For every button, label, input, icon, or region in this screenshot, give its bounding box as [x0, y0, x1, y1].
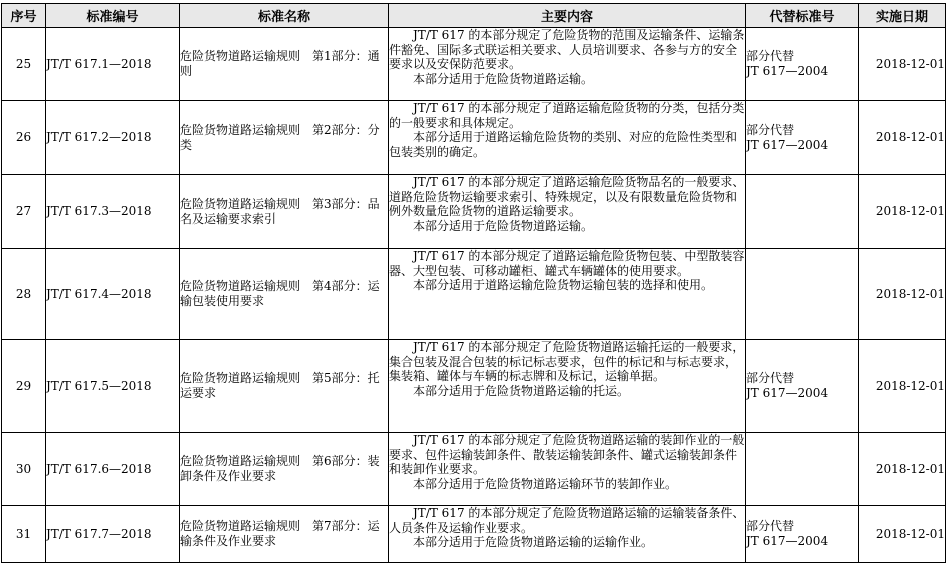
content-para: 本部分适用于道路运输危险货物的类别、对应的危险性类型和包装类别的确定。 — [389, 130, 738, 159]
cell-seq: 31 — [2, 506, 46, 563]
replace-line: JT 617—2004 — [746, 386, 829, 400]
content-para: JT/T 617 的本部分规定了危险货物道路运输的运输装备条件、人员条件及运输作业要求。 — [389, 506, 745, 535]
cell-content — [389, 340, 746, 433]
table-row — [2, 433, 946, 506]
cell-seq: 26 — [2, 101, 46, 175]
replace-line: 部分代替 — [746, 519, 795, 533]
cell-replace — [746, 506, 859, 563]
header-code: 标准编号 — [46, 4, 180, 28]
cell-code: JT/T 617.3—2018 — [46, 175, 180, 249]
header-seq: 序号 — [2, 4, 46, 28]
cell-name: 危险货物道路运输规则 第2部分：分类 — [180, 101, 389, 175]
content-para: JT/T 617 的本部分规定了道路运输危险货物的分类，包括分类的一般要求和具体规定。 — [389, 101, 745, 130]
content-para: 本部分适用于危险货物道路运输的运输作业。 — [413, 535, 654, 550]
cell-name: 危险货物道路运输规则 第6部分：装卸条件及作业要求 — [180, 433, 389, 506]
table-row — [2, 506, 946, 563]
cell-content — [389, 175, 746, 249]
cell-date: 2018-12-01 — [859, 249, 946, 340]
replace-line: 部分代替 — [746, 122, 795, 137]
cell-date: 2018-12-01 — [859, 433, 946, 506]
cell-name: 危险货物道路运输规则 第5部分：托运要求 — [180, 340, 389, 433]
cell-replace — [746, 28, 859, 101]
content-para: 本部分适用于危险货物道路运输。 — [413, 218, 594, 233]
cell-replace — [746, 175, 859, 249]
cell-seq: 25 — [2, 28, 46, 101]
table-row — [2, 340, 946, 433]
cell-content — [389, 433, 746, 506]
content-para: JT/T 617 的本部分规定了危险货物的范围及运输条件、运输条件豁免、国际多式联运相关要求、人员培训要求、各参与方的安全要求以及安保防范要求。 — [389, 28, 745, 72]
cell-replace — [746, 249, 859, 340]
content-para: JT/T 617 的本部分规定了道路运输危险货物品名的一般要求、道路危险货物运输要求索引、特殊规定，以及有限数量危险货物和例外数量危险货物的道路运输要求。 — [389, 175, 745, 219]
replace-line: 部分代替 — [746, 371, 795, 385]
cell-code: JT/T 617.6—2018 — [46, 433, 180, 506]
table-row — [2, 175, 946, 249]
cell-name: 危险货物道路运输规则 第1部分：通则 — [180, 28, 389, 101]
cell-name: 危险货物道路运输规则 第7部分：运输条件及作业要求 — [180, 506, 389, 563]
header-date: 实施日期 — [859, 4, 946, 28]
content-para: JT/T 617 的本部分规定了道路运输危险货物包装、中型散装容器、大型包装、可移动罐柜、罐式车辆罐体的使用要求。 — [389, 249, 745, 278]
header-replace: 代替标准号 — [746, 4, 859, 28]
cell-name: 危险货物道路运输规则 第3部分：品名及运输要求索引 — [180, 175, 389, 249]
cell-seq: 29 — [2, 340, 46, 433]
cell-replace — [746, 433, 859, 506]
cell-code: JT/T 617.4—2018 — [46, 249, 180, 340]
cell-content — [389, 28, 746, 101]
cell-date: 2018-12-01 — [859, 28, 946, 101]
content-para: 本部分适用于道路运输危险货物运输包装的选择和使用。 — [413, 278, 714, 293]
table-row — [2, 249, 946, 340]
cell-content — [389, 101, 746, 175]
cell-seq: 30 — [2, 433, 46, 506]
replace-line: JT 617—2004 — [746, 137, 829, 152]
content-para: JT/T 617 的本部分规定了危险货物道路运输的装卸作业的一般要求、包件运输装卸条件、散装运输装卸条件、罐式运输装卸条件和装卸作业要求。 — [389, 433, 745, 477]
cell-code: JT/T 617.5—2018 — [46, 340, 180, 433]
header-row — [2, 4, 946, 28]
cell-date: 2018-12-01 — [859, 175, 946, 249]
cell-date: 2018-12-01 — [859, 340, 946, 433]
replace-line: 部分代替 — [746, 49, 795, 63]
standards-table — [1, 3, 946, 563]
table-row — [2, 28, 946, 101]
header-name: 标准名称 — [180, 4, 389, 28]
cell-date: 2018-12-01 — [859, 506, 946, 563]
table-row — [2, 101, 946, 175]
cell-seq: 28 — [2, 249, 46, 340]
cell-replace — [746, 340, 859, 433]
cell-replace — [746, 101, 859, 175]
cell-name: 危险货物道路运输规则 第4部分：运输包装使用要求 — [180, 249, 389, 340]
replace-line: JT 617—2004 — [746, 534, 829, 548]
replace-line: JT 617—2004 — [746, 64, 829, 78]
cell-content — [389, 249, 746, 340]
content-para: 本部分适用于危险货物道路运输。 — [413, 71, 594, 86]
cell-content — [389, 506, 746, 563]
cell-seq: 27 — [2, 175, 46, 249]
cell-code: JT/T 617.2—2018 — [46, 101, 180, 175]
header-content: 主要内容 — [389, 4, 746, 28]
content-para: 本部分适用于危险货物道路运输环节的装卸作业。 — [413, 476, 678, 491]
cell-code: JT/T 617.7—2018 — [46, 506, 180, 563]
content-para: JT/T 617 的本部分规定了危险货物道路运输托运的一般要求，集合包装及混合包装的标记标志要求，包件的标记和与标志要求，集装箱、罐体与车辆的标志牌和及标记，运输单据。 — [389, 340, 745, 384]
content-para: 本部分适用于危险货物道路运输的托运。 — [413, 383, 630, 398]
cell-code: JT/T 617.1—2018 — [46, 28, 180, 101]
cell-date: 2018-12-01 — [859, 101, 946, 175]
